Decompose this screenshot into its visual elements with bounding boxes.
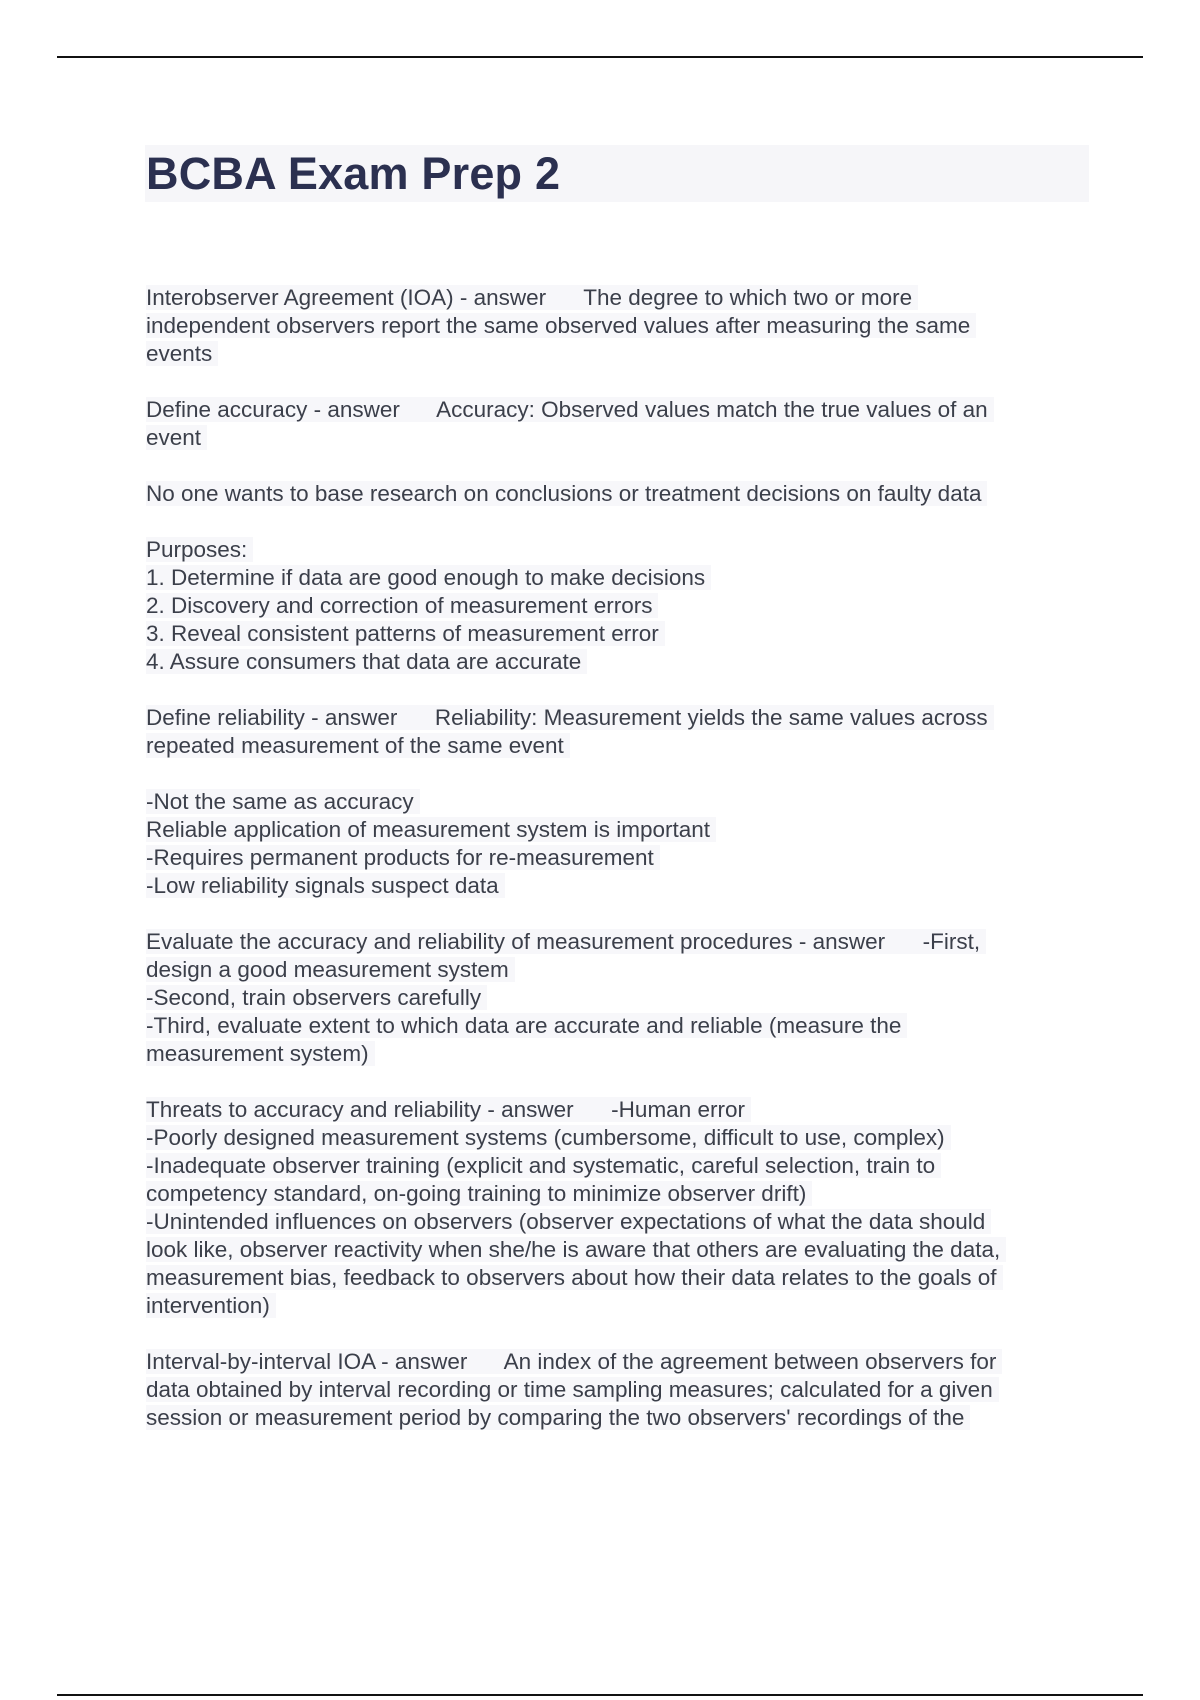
text-line: No one wants to base research on conclusions or treatment decisions on faulty data — [146, 480, 1076, 508]
reliability-notes — [146, 788, 1076, 900]
flashcard-ioa — [146, 284, 1076, 368]
text-line: competency standard, on-going training to minimize observer drift) — [146, 1180, 1076, 1208]
page-title: BCBA Exam Prep 2 — [146, 148, 561, 199]
flashcard-reliability — [146, 704, 1076, 760]
flashcard-threats — [146, 1096, 1076, 1320]
list-item: 4. Assure consumers that data are accurate — [146, 648, 1076, 676]
paragraph-faulty-data — [146, 480, 1076, 508]
footer-rule — [57, 1694, 1143, 1696]
text-line: design a good measurement system — [146, 956, 1076, 984]
text-line: -Poorly designed measurement systems (cumbersome, difficult to use, complex) — [146, 1124, 1076, 1152]
text-line: -Inadequate observer training (explicit and systematic, careful selection, train to — [146, 1152, 1076, 1180]
flashcard-list — [146, 284, 1076, 1460]
text-line: independent observers report the same observed values after measuring the same — [146, 312, 1076, 340]
header-rule — [57, 56, 1143, 58]
text-line: -Unintended influences on observers (observer expectations of what the data should — [146, 1208, 1076, 1236]
purposes-list — [146, 536, 1076, 676]
text-line: -Second, train observers carefully — [146, 984, 1076, 1012]
flashcard-evaluate — [146, 928, 1076, 1068]
text-line: -Third, evaluate extent to which data are accurate and reliable (measure the — [146, 1012, 1076, 1040]
list-item: 2. Discovery and correction of measurement errors — [146, 592, 1076, 620]
text-line: Define reliability - answer Reliability: Measurement yields the same values across — [146, 704, 1076, 732]
text-line: measurement bias, feedback to observers about how their data relates to the goals of — [146, 1264, 1076, 1292]
list-item: -Requires permanent products for re-measurement — [146, 844, 1076, 872]
list-item: 1. Determine if data are good enough to make decisions — [146, 564, 1076, 592]
list-item: 3. Reveal consistent patterns of measurement error — [146, 620, 1076, 648]
list-item: Reliable application of measurement system is important — [146, 816, 1076, 844]
text-line: look like, observer reactivity when she/he is aware that others are evaluating the data, — [146, 1236, 1076, 1264]
text-line: Interval-by-interval IOA - answer An index of the agreement between observers for — [146, 1348, 1076, 1376]
flashcard-interval-ioa — [146, 1348, 1076, 1432]
text-line: events — [146, 340, 1076, 368]
text-line: session or measurement period by comparing the two observers' recordings of the — [146, 1404, 1076, 1432]
flashcard-accuracy — [146, 396, 1076, 452]
text-line: Interobserver Agreement (IOA) - answer The degree to which two or more — [146, 284, 1076, 312]
text-line: Define accuracy - answer Accuracy: Observed values match the true values of an — [146, 396, 1076, 424]
list-item: -Not the same as accuracy — [146, 788, 1076, 816]
text-line: Threats to accuracy and reliability - answer -Human error — [146, 1096, 1076, 1124]
text-line: repeated measurement of the same event — [146, 732, 1076, 760]
text-line: intervention) — [146, 1292, 1076, 1320]
text-line: Evaluate the accuracy and reliability of measurement procedures - answer -First, — [146, 928, 1076, 956]
text-line: measurement system) — [146, 1040, 1076, 1068]
text-line: event — [146, 424, 1076, 452]
list-heading: Purposes: — [146, 536, 1076, 564]
text-line: data obtained by interval recording or time sampling measures; calculated for a given — [146, 1376, 1076, 1404]
list-item: -Low reliability signals suspect data — [146, 872, 1076, 900]
